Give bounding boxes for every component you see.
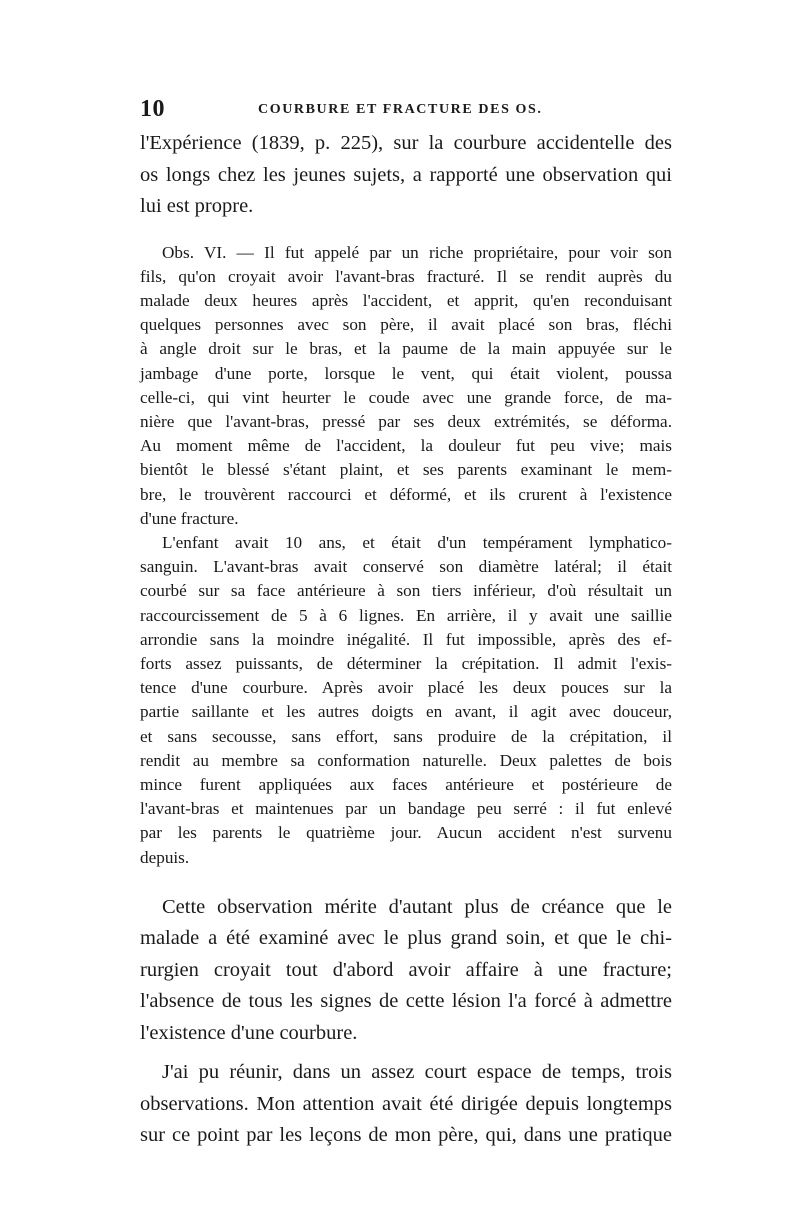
text-line: et sans secousse, sans effort, sans produire de la crépitation, il: [140, 726, 672, 746]
text-line: sur ce point par les leçons de mon père, qui, dans une pratique: [140, 1124, 672, 1147]
text-line: rurgien croyait tout d'abord avoir affaire à une fracture;: [140, 958, 672, 981]
paragraph-enfant: [140, 531, 672, 870]
text-line: partie saillante et les autres doigts en avant, il agit avec douceur,: [140, 702, 672, 722]
text-line: bre, le trouvèrent raccourci et déformé, et ils crurent à l'existence: [140, 484, 672, 504]
text-line: os longs chez les jeunes sujets, a rapporté une observation qui: [140, 163, 672, 186]
page-number: 10: [140, 96, 165, 122]
book-page: [140, 96, 672, 1152]
text-line: fils, qu'on croyait avoir l'avant-bras fracturé. Il se rendit auprès du: [140, 266, 672, 286]
running-title: COURBURE ET FRACTURE DES OS.: [258, 102, 543, 117]
text-line: L'enfant avait 10 ans, et était d'un tempérament lymphatico-: [162, 532, 672, 552]
text-line: l'Expérience (1839, p. 225), sur la courbure accidentelle des: [140, 132, 672, 154]
text-line: arrondie sans la moindre inégalité. Il fut impossible, après des ef-: [140, 629, 672, 649]
text-line: forts assez puissants, de déterminer la crépitation. Il admit l'exis-: [140, 653, 672, 673]
text-line: l'avant-bras et maintenues par un bandage peu serré : il fut enlevé: [140, 799, 672, 819]
paragraph-jai-pu-reunir: [140, 1057, 672, 1152]
text-line: rendit au membre sa conformation naturelle. Deux palettes de bois: [140, 750, 672, 770]
text-line: quelques personnes avec son père, il avait placé son bras, fléchi: [140, 315, 672, 335]
text-line: à angle droit sur le bras, et la paume de la main appuyée sur le: [140, 339, 672, 359]
text-line: lui est propre.: [140, 195, 254, 217]
paragraph-experience-citation: [140, 128, 672, 223]
text-line: raccourcissement de 5 à 6 lignes. En arrière, il y avait une saillie: [140, 605, 672, 625]
running-head: [140, 96, 672, 128]
text-line: Cette observation mérite d'autant plus de créance que le: [162, 895, 672, 918]
text-line: courbé sur sa face antérieure à son tiers inférieur, d'où résultait un: [140, 581, 672, 601]
paragraph-cette-observation: [140, 892, 672, 1050]
text-line: depuis.: [140, 847, 190, 867]
text-line: tence d'une courbure. Après avoir placé les deux pouces sur la: [140, 678, 672, 698]
text-line: nière que l'avant-bras, pressé par ses deux extrémités, se déforma.: [140, 411, 672, 431]
text-line: malade a été examiné avec le plus grand soin, et que le chi-: [140, 927, 672, 950]
text-line: celle-ci, qui vint heurter le coude avec une grande force, de ma-: [140, 387, 672, 407]
text-line: d'une fracture.: [140, 508, 239, 528]
text-line: J'ai pu réunir, dans un assez court espace de temps, trois: [162, 1061, 672, 1084]
text-line: observations. Mon attention avait été dirigée depuis longtemps: [140, 1092, 672, 1115]
text-line: bientôt le blessé s'étant plaint, et ses parents examinant le mem-: [140, 460, 672, 480]
text-line: Obs. VI. — Il fut appelé par un riche propriétaire, pour voir son: [162, 242, 672, 262]
text-line: mince furent appliquées aux faces antérieure et postérieure de: [140, 774, 672, 794]
text-line: par les parents le quatrième jour. Aucun accident n'est survenu: [140, 823, 672, 843]
text-line: l'absence de tous les signes de cette lésion l'a forcé à admettre: [140, 990, 672, 1013]
observation-vi: [140, 241, 672, 531]
text-line: jambage d'une porte, lorsque le vent, qui était violent, poussa: [140, 363, 672, 383]
text-line: l'existence d'une courbure.: [140, 1021, 358, 1044]
text-line: malade deux heures après l'accident, et apprit, qu'en reconduisant: [140, 290, 672, 310]
text-line: Au moment même de l'accident, la douleur fut peu vive; mais: [140, 436, 672, 456]
text-line: sanguin. L'avant-bras avait conservé son diamètre latéral; il était: [140, 557, 672, 577]
